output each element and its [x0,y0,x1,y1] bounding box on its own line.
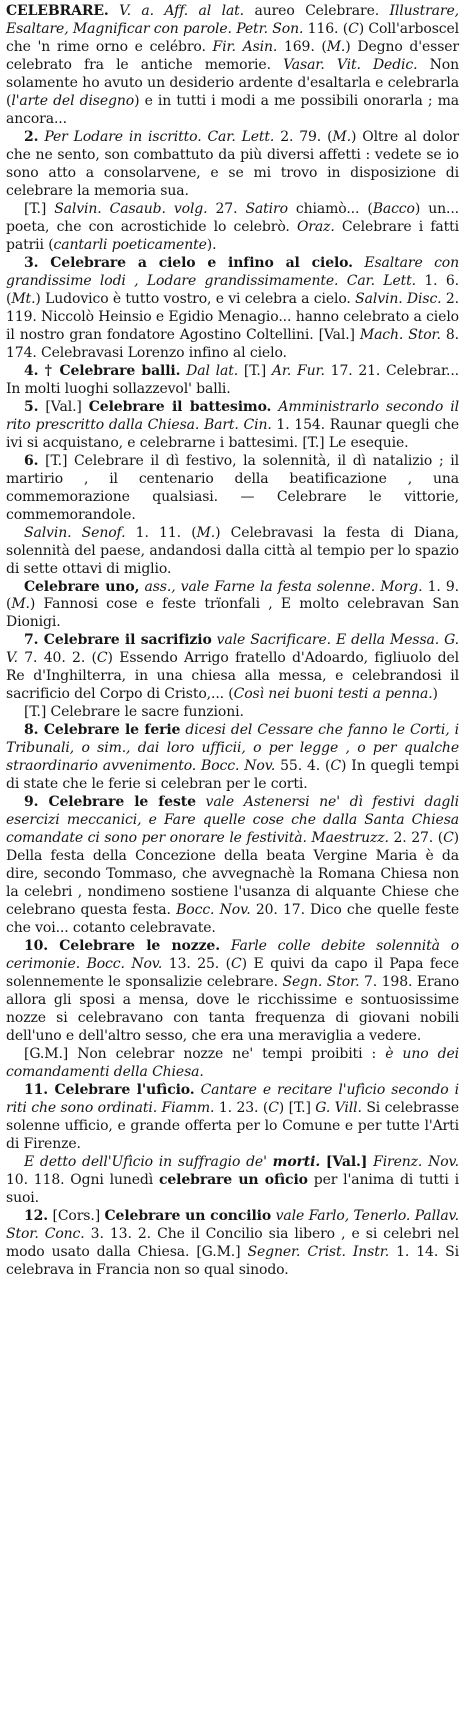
entry-paragraph: 9. Celebrare le feste vale Astenersi ne' dì festivi dagli esercizi meccanici, e Fare quelle cose che dalla Santa Chiesa comandate ci sono per onorare le festività. Maestruzz. 2. 27. (C) Della festa della Concezione della beata Vergine Maria è da dire, secondo Tommaso, che avvegnachè la Romana Chiesa non la celebri , nondimeno sostiene l'usanza di alquante Chiese che celebrano questa festa. Bocc. Nov. 20. 17. Dico che quelle feste che voi... cotanto celebravate. [6,794,459,937]
entry-paragraph: [T.] Celebrare le sacre funzioni. [24,704,244,721]
entry-paragraph: 5. [Val.] Celebrare il battesimo. Amministrarlo secondo il rito prescritto dalla Chiesa. Bart. Cin. 1. 154. Raunar quegli che ivi si acquistano, e celebrarne i battesimi. [T.] Le esequie. [6,398,459,451]
entry-paragraph: 8. Celebrare le ferie dicesi del Cessare che fanno le Corti, i Tribunali, o sim., dai loro ufficii, o per legge , o per qualche straordinario avvenimento. Bocc. Nov. 55. 4. (C) In quegli tempi di state che le ferie si celebran per le corti. [6,722,459,793]
entry-paragraph: Salvin. Senof. 1. 11. (M.) Celebravasi la festa di Diana, solennità del paese, andandosi dalla città al tempio per lo spazio di sette ottavi di miglio. [6,524,459,577]
entry-paragraph: 11. Celebrare l'ufìcio. Cantare e recitare l'ufìcio secondo i riti che sono ordinati. Fiamm. 1. 23. (C) [T.] G. Vill. Si celebrasse solenne ufficio, e grande offerta per lo Comune e per tutte l'Arti di Firenze. [6,1082,459,1153]
entry-paragraph: 4. † Celebrare balli. Dal lat. [T.] Ar. Fur. 17. 21. Celebrar... In molti luoghi sollazzevol' balli. [6,362,459,397]
dictionary-entry-celebrare [6,3,459,1280]
entry-paragraph: E detto dell'Ufìcio in suffragio de' morti. [Val.] Firenz. Nov. 10. 118. Ogni lunedì celebrare un ofìcio per l'anima di tutti i suoi. [6,1154,459,1206]
entry-paragraph: [G.M.] Non celebrar nozze ne' tempi proibiti : è uno dei comandamenti della Chiesa. [6,1046,459,1081]
entry-paragraph: 6. [T.] Celebrare il dì festivo, la solennità, il dì natalizio ; il martirio , il centenario della beatificazione , una commemorazione qualsiasi. — Celebrare le vittorie, commemorandole. [6,452,459,523]
entry-paragraph: 12. [Cors.] Celebrare un concilio vale Farlo, Tenerlo. Pallav. Stor. Conc. 3. 13. 2. Che il Concilio sia libero , e si celebri nel modo usato dalla Chiesa. [G.M.] Segner. Crist. Instr. 1. 14. Si celebrava in Francia non so qual sinodo. [6,1207,460,1278]
entry-paragraph: 10. Celebrare le nozze. Farle colle debite solennità o cerimonie. Bocc. Nov. 13. 25. (C) E quivi da capo il Papa fece solennemente le sponsalizie celebrare. Segn. Stor. 7. 198. Erano allora gli sposi a mensa, dove le ricchissime e sontuosissime nozze si celebravano con tanta frequenza di giovani nobili dell'uno e dell'altro sesso, che era una meraviglia a vedere. [6,938,459,1045]
entry-paragraph: 3. Celebrare a cielo e infino al cielo. Esaltare con grandissime lodi , Lodare grandissimamente. Car. Lett. 1. 6. (Mt.) Ludovico è tutto vostro, e vi celebra a cielo. Salvin. Disc. 2. 119. Niccolò Heinsio e Egidio Menagio... hanno celebrato a cielo il nostro gran fondatore Agostino Coltellini. [Val.] Mach. Stor. 8. 174. Celebravasi Lorenzo infino al cielo. [6,254,459,361]
entry-paragraph: 7. Celebrare il sacrifizio vale Sacrificare. E della Messa. G. V. 7. 40. 2. (C) Essendo Arrigo fratello d'Adoardo, figliuolo del Re d'Inghilterra, in una chiesa alla messa, e celebrandosi il sacrificio del Corpo di Cristo,... (Così nei buoni testi a penna.) [6,632,459,703]
entry-paragraph: 2. Per Lodare in iscritto. Car. Lett. 2. 79. (M.) Oltre al dolor che ne sento, son combattuto da più diversi affetti : vedete se io sono atto a consolarvene, e se mi trovo in disposizione di celebrare la memoria sua. [6,128,460,199]
entry-paragraph: [T.] Salvin. Casaub. volg. 27. Satiro chiamò... (Bacco) un... poeta, che con acrostichide lo celebrò. Oraz. Celebrare i fatti patrii (cantarli poeticamente). [6,200,459,253]
entry-paragraph: Celebrare uno, ass., vale Farne la festa solenne. Morg. 1. 9. (M.) Fannosi cose e feste trïonfali , E molto celebravan San Dionigi. [6,578,459,631]
entry-paragraph: CELEBRARE. V. a. Aff. al lat. aureo Celebrare. Illustrare, Esaltare, Magnificar con parole. Petr. Son. 116. (C) Coll'arboscel che 'n rime orno e celébro. Fir. Asin. 169. (M.) Degno d'esser celebrato fra le antiche memorie. Vasar. Vit. Dedic. Non solamente ho avuto un desiderio ardente d'esaltarla e celebrarla (l'arte del disegno) e in tutti i modi a me possibili onorarla ; ma ancora... [6,3,460,127]
